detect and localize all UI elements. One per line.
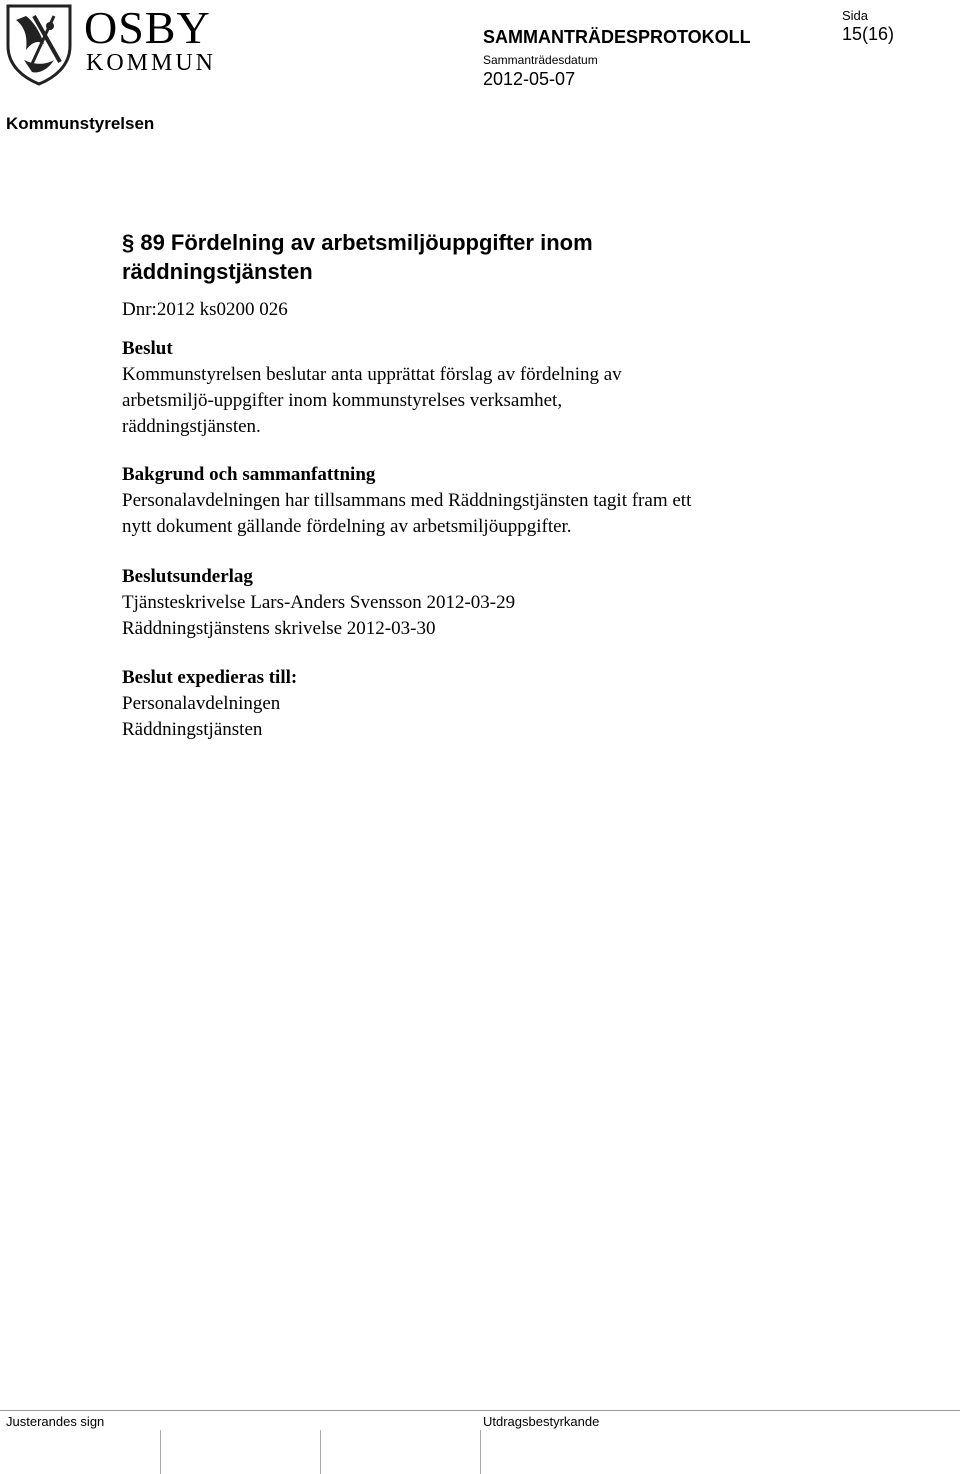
decision-basis-heading: Beslutsunderlag (122, 566, 253, 587)
decision-heading: Beslut (122, 338, 173, 359)
background-text-line: nytt dokument gällande fördelning av arbetsmiljöuppgifter. (122, 516, 572, 537)
adjuster-signature-label: Justerandes sign (6, 1414, 105, 1429)
background-text-line: Personalavdelningen har tillsammans med Räddningstjänsten tagit fram ett (122, 490, 692, 511)
document-type: SAMMANTRÄDESPROTOKOLL (483, 27, 751, 47)
section-title-line: räddningstjänsten (122, 259, 313, 284)
decision-text-line: arbetsmiljö-uppgifter inom kommunstyrelses verksamhet, (122, 390, 563, 411)
section-title-line: § 89 Fördelning av arbetsmiljöuppgifter inom (122, 230, 593, 255)
distribution-recipient: Räddningstjänsten (122, 719, 263, 740)
section-title (122, 228, 822, 286)
decision-basis-item: Tjänsteskrivelse Lars-Anders Svensson 2012-03-29 (122, 592, 516, 613)
signature-box-divider (480, 1430, 481, 1474)
distribution-heading: Beslut expedieras till: (122, 667, 298, 688)
logo-subtitle: KOMMUN (86, 50, 217, 76)
distribution-recipient: Personalavdelningen (122, 693, 281, 714)
page-number: 15(16) (842, 24, 895, 44)
page-label: Sida (842, 8, 869, 23)
extract-certification-label: Utdragsbestyrkande (483, 1414, 600, 1429)
meeting-date-label: Sammanträdesdatum (483, 53, 598, 67)
distribution-block (122, 665, 822, 743)
background-heading: Bakgrund och sammanfattning (122, 464, 376, 485)
meeting-date: 2012-05-07 (483, 69, 576, 89)
signature-box-divider (160, 1430, 161, 1474)
organization-name: Kommunstyrelsen (6, 114, 155, 133)
decision-basis-item: Räddningstjänstens skrivelse 2012-03-30 (122, 618, 436, 639)
footer-divider (0, 1410, 960, 1411)
signature-box-divider (320, 1430, 321, 1474)
decision-block (122, 336, 822, 440)
municipal-coat-of-arms-logo (4, 2, 74, 86)
logo-name: OSBY (84, 2, 211, 53)
decision-basis-block (122, 564, 822, 642)
registration-number: Dnr:2012 ks0200 026 (122, 299, 288, 320)
background-block (122, 462, 822, 540)
decision-text-line: räddningstjänsten. (122, 416, 261, 437)
decision-text-line: Kommunstyrelsen beslutar anta upprättat förslag av fördelning av (122, 364, 622, 385)
